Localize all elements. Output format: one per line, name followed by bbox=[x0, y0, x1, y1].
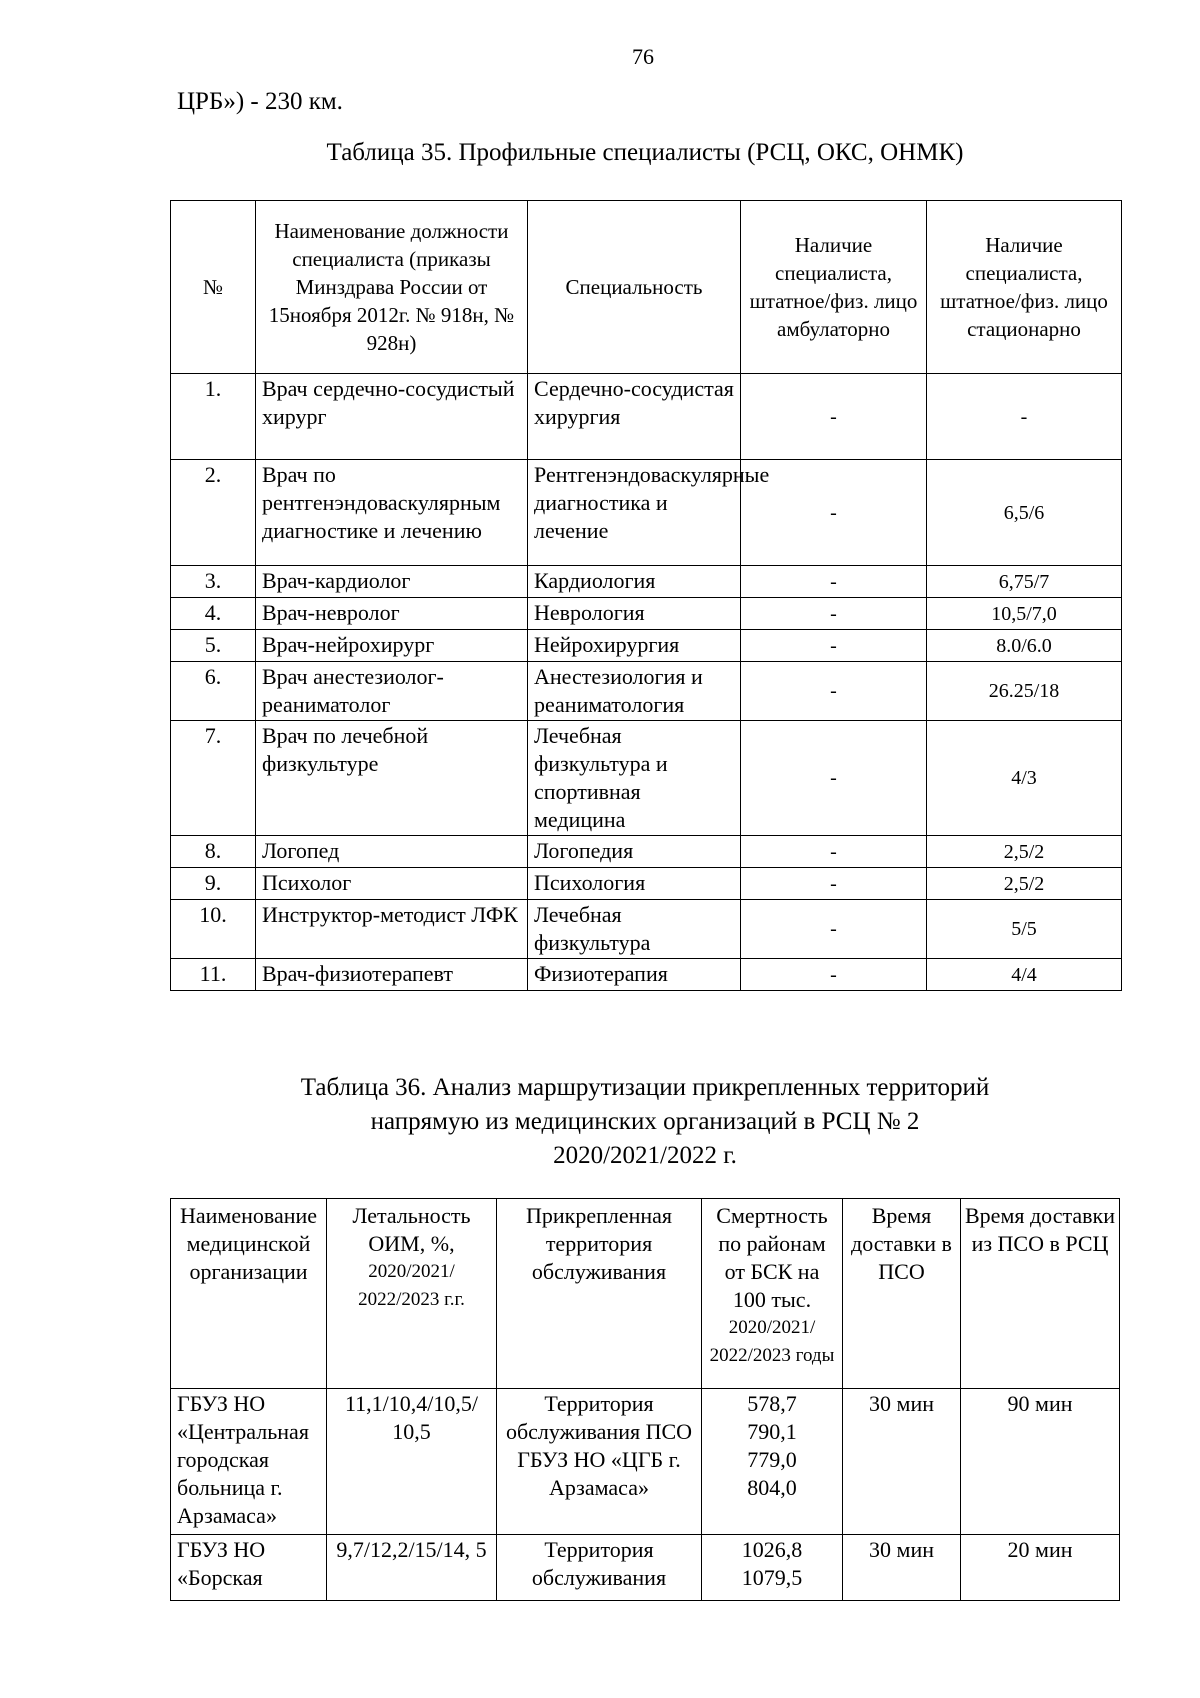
position-cell: Врач-нейрохирург bbox=[256, 630, 528, 662]
territory-cell: Территория обслуживания bbox=[497, 1535, 702, 1601]
ambulatory-cell: - bbox=[741, 598, 927, 630]
stationary-cell: 2,5/2 bbox=[927, 836, 1122, 868]
specialty-cell: Сердечно-сосудистая хирургия bbox=[528, 374, 741, 460]
mortality-header-years: 2020/2021/ 2022/2023 годы bbox=[709, 1317, 835, 1366]
col-header-org: Наименование медицинской организации bbox=[171, 1199, 327, 1389]
mortality-value: 578,7 bbox=[747, 1391, 797, 1416]
mortality-header-main: Смертность по районам от БСК на 100 тыс. bbox=[716, 1203, 828, 1312]
ambulatory-cell: - bbox=[741, 900, 927, 959]
lethality-cell: 9,7/12,2/15/14, 5 bbox=[327, 1535, 497, 1601]
stationary-cell: 2,5/2 bbox=[927, 868, 1122, 900]
table-row bbox=[171, 900, 1122, 959]
table-header-row bbox=[171, 1199, 1120, 1389]
org-cell: ГБУЗ НО «Борская bbox=[171, 1535, 327, 1601]
col-header-stationary: Наличие специалиста, штатное/физ. лицо стационарно bbox=[927, 201, 1122, 374]
territory-cell: Территория обслуживания ПСО ГБУЗ НО «ЦГБ г. Арзамаса» bbox=[497, 1389, 702, 1535]
table36-caption bbox=[170, 1071, 1120, 1173]
time-pso-cell: 30 мин bbox=[843, 1535, 961, 1601]
table-36 bbox=[170, 1198, 1120, 1601]
table-row bbox=[171, 374, 1122, 460]
lethality-header-main: Летальность ОИМ, %, bbox=[352, 1203, 471, 1256]
table-row bbox=[171, 598, 1122, 630]
row-number: 7. bbox=[171, 721, 256, 836]
specialty-cell: Логопедия bbox=[528, 836, 741, 868]
stationary-cell: 5/5 bbox=[927, 900, 1122, 959]
table-row bbox=[171, 836, 1122, 868]
position-cell: Врач-кардиолог bbox=[256, 566, 528, 598]
row-number: 8. bbox=[171, 836, 256, 868]
stationary-cell: 4/3 bbox=[927, 721, 1122, 836]
table-row bbox=[171, 1535, 1120, 1601]
table-row bbox=[171, 460, 1122, 566]
mortality-cell bbox=[702, 1535, 843, 1601]
col-header-time-rsc: Время доставки из ПСО в РСЦ bbox=[961, 1199, 1120, 1389]
continuation-text: ЦРБ») - 230 км. bbox=[177, 88, 343, 115]
position-cell: Врач-физиотерапевт bbox=[256, 959, 528, 991]
table-row bbox=[171, 721, 1122, 836]
col-header-territory: Прикрепленная территория обслуживания bbox=[497, 1199, 702, 1389]
ambulatory-cell: - bbox=[741, 630, 927, 662]
row-number: 1. bbox=[171, 374, 256, 460]
table-row bbox=[171, 630, 1122, 662]
table35-body bbox=[171, 374, 1122, 991]
lethality-cell: 11,1/10,4/10,5/ 10,5 bbox=[327, 1389, 497, 1535]
ambulatory-cell: - bbox=[741, 566, 927, 598]
ambulatory-cell: - bbox=[741, 460, 927, 566]
row-number: 5. bbox=[171, 630, 256, 662]
row-number: 9. bbox=[171, 868, 256, 900]
ambulatory-cell: - bbox=[741, 868, 927, 900]
table-row bbox=[171, 662, 1122, 721]
table-header-row bbox=[171, 201, 1122, 374]
lethality-header-years: 2020/2021/ 2022/2023 г.г. bbox=[358, 1261, 465, 1310]
specialty-cell: Нейрохирургия bbox=[528, 630, 741, 662]
row-number: 11. bbox=[171, 959, 256, 991]
col-header-specialty: Специальность bbox=[528, 201, 741, 374]
specialty-cell: Психология bbox=[528, 868, 741, 900]
stationary-cell: 10,5/7,0 bbox=[927, 598, 1122, 630]
ambulatory-cell: - bbox=[741, 836, 927, 868]
row-number: 10. bbox=[171, 900, 256, 959]
ambulatory-cell: - bbox=[741, 662, 927, 721]
table35-caption: Таблица 35. Профильные специалисты (РСЦ, ОКС, ОНМК) bbox=[326, 139, 964, 166]
specialty-cell: Неврология bbox=[528, 598, 741, 630]
col-header-num: № bbox=[171, 201, 256, 374]
ambulatory-cell: - bbox=[741, 374, 927, 460]
time-rsc-cell: 90 мин bbox=[961, 1389, 1120, 1535]
position-cell: Врач по лечебной физкультуре bbox=[256, 721, 528, 836]
table36-body bbox=[171, 1389, 1120, 1601]
col-header-time-pso: Время доставки в ПСО bbox=[843, 1199, 961, 1389]
row-number: 6. bbox=[171, 662, 256, 721]
specialty-cell: Лечебная физкультура и спортивная медицина bbox=[528, 721, 741, 836]
specialty-cell: Физиотерапия bbox=[528, 959, 741, 991]
mortality-value: 1026,8 bbox=[741, 1537, 803, 1562]
specialty-cell: Рентгенэндоваскулярные диагностика и лечение bbox=[528, 460, 741, 566]
specialty-cell: Лечебная физкультура bbox=[528, 900, 741, 959]
position-cell: Инструктор-методист ЛФК bbox=[256, 900, 528, 959]
stationary-cell: - bbox=[927, 374, 1122, 460]
position-cell: Врач сердечно-сосудистый хирург bbox=[256, 374, 528, 460]
table36-caption-line: Таблица 36. Анализ маршрутизации прикрепленных территорий bbox=[300, 1074, 990, 1101]
table-row bbox=[171, 959, 1122, 991]
row-number: 2. bbox=[171, 460, 256, 566]
col-header-mortality bbox=[702, 1199, 843, 1389]
position-cell: Врач анестезиолог-реаниматолог bbox=[256, 662, 528, 721]
page-number: 76 bbox=[632, 44, 654, 69]
ambulatory-cell: - bbox=[741, 721, 927, 836]
position-cell: Логопед bbox=[256, 836, 528, 868]
mortality-value: 790,1 bbox=[747, 1419, 797, 1444]
mortality-value: 779,0 bbox=[747, 1447, 797, 1472]
org-cell: ГБУЗ НО «Центральная городская больница г. Арзамаса» bbox=[171, 1389, 327, 1535]
col-header-lethality bbox=[327, 1199, 497, 1389]
mortality-value: 804,0 bbox=[747, 1475, 797, 1500]
specialty-cell: Анестезиология и реаниматология bbox=[528, 662, 741, 721]
stationary-cell: 26.25/18 bbox=[927, 662, 1122, 721]
col-header-ambulatory: Наличие специалиста, штатное/физ. лицо амбулаторно bbox=[741, 201, 927, 374]
time-rsc-cell: 20 мин bbox=[961, 1535, 1120, 1601]
time-pso-cell: 30 мин bbox=[843, 1389, 961, 1535]
mortality-cell bbox=[702, 1389, 843, 1535]
ambulatory-cell: - bbox=[741, 959, 927, 991]
stationary-cell: 8.0/6.0 bbox=[927, 630, 1122, 662]
position-cell: Врач-невролог bbox=[256, 598, 528, 630]
row-number: 3. bbox=[171, 566, 256, 598]
table-row bbox=[171, 868, 1122, 900]
table36-caption-line: 2020/2021/2022 г. bbox=[553, 1142, 737, 1169]
table-35 bbox=[170, 200, 1122, 991]
table-row bbox=[171, 566, 1122, 598]
row-number: 4. bbox=[171, 598, 256, 630]
stationary-cell: 6,75/7 bbox=[927, 566, 1122, 598]
specialty-cell: Кардиология bbox=[528, 566, 741, 598]
stationary-cell: 4/4 bbox=[927, 959, 1122, 991]
position-cell: Психолог bbox=[256, 868, 528, 900]
mortality-value: 1079,5 bbox=[741, 1565, 803, 1590]
table36-caption-line: напрямую из медицинских организаций в РСЦ № 2 bbox=[370, 1108, 920, 1135]
stationary-cell: 6,5/6 bbox=[927, 460, 1122, 566]
position-cell: Врач по рентгенэндоваскулярным диагностике и лечению bbox=[256, 460, 528, 566]
col-header-position: Наименование должности специалиста (приказы Минздрава России от 15ноября 2012г. № 918н, № 928н) bbox=[256, 201, 528, 374]
table-row bbox=[171, 1389, 1120, 1535]
